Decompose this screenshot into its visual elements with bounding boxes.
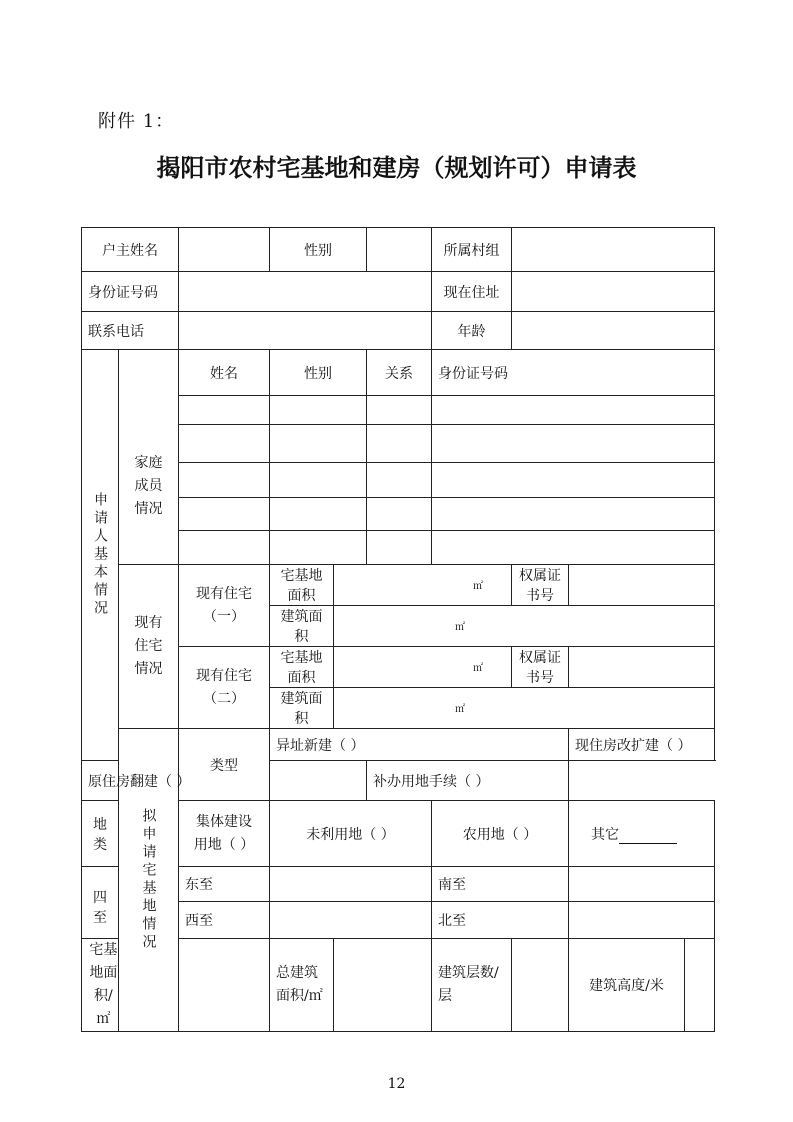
type-option-new-site[interactable]: 异址新建（ ）	[270, 729, 569, 761]
house1-cert-label: 权属证书号	[512, 565, 569, 606]
homestead-area-label	[82, 939, 119, 1032]
age-field[interactable]	[512, 312, 715, 350]
family-name-cell[interactable]	[179, 396, 270, 425]
owner-name-label: 户主姓名	[82, 228, 179, 272]
boundary-south-field[interactable]	[569, 867, 715, 902]
type-option-renovate[interactable]: 现住房改扩建（ ）	[569, 729, 715, 761]
homestead-area-field[interactable]	[179, 939, 270, 1032]
family-id-cell[interactable]	[432, 531, 715, 565]
house2-land-area-field[interactable]	[334, 647, 512, 688]
current-address-field[interactable]	[512, 272, 715, 312]
total-area-text: 总建筑面积/㎡	[276, 965, 323, 1004]
housing-label-text: 现有住宅情况	[134, 615, 163, 677]
sqm-unit: ㎡	[473, 581, 483, 592]
id-number-label: 身份证号码	[82, 272, 179, 312]
age-label: 年龄	[432, 312, 512, 350]
house1-land-area-label: 宅基地面积	[270, 565, 334, 606]
family-col-gender: 性别	[270, 350, 367, 396]
table-row	[82, 761, 715, 801]
sqm-unit: ㎡	[455, 622, 465, 633]
house1-cert-field[interactable]	[569, 565, 715, 606]
family-gender-cell[interactable]	[270, 498, 367, 531]
table-row	[82, 350, 715, 396]
family-id-cell[interactable]	[432, 425, 715, 463]
land-type-option-other[interactable]	[569, 801, 715, 867]
family-label-text: 家庭成员情况	[134, 454, 163, 517]
village-label: 所属村组	[432, 228, 512, 272]
proposed-section-text: 拟申请宅基地情况	[140, 808, 157, 952]
boundary-north-field[interactable]	[569, 902, 715, 939]
family-relation-cell[interactable]	[367, 498, 432, 531]
sqm-unit: ㎡	[455, 704, 465, 715]
sqm-unit: ㎡	[473, 663, 483, 674]
family-gender-cell[interactable]	[270, 531, 367, 565]
family-relation-cell[interactable]	[367, 396, 432, 425]
family-name-cell[interactable]	[179, 531, 270, 565]
house1-label	[179, 565, 270, 647]
land-type-other-text: 其它	[591, 826, 619, 843]
table-row	[82, 228, 715, 272]
family-relation-cell[interactable]	[367, 425, 432, 463]
gender-label: 性别	[270, 228, 367, 272]
boundary-north-label: 北至	[432, 902, 569, 939]
land-type-label: 地类	[82, 801, 119, 867]
land-type-construction-text: 集体建设用地（ ）	[193, 813, 255, 853]
boundary-east-label: 东至	[179, 867, 270, 902]
family-name-cell[interactable]	[179, 498, 270, 531]
owner-name-field[interactable]	[179, 228, 270, 272]
height-label: 建筑高度/米	[569, 939, 685, 1032]
boundary-south-label: 南至	[432, 867, 569, 902]
type-option-supplement[interactable]: 补办用地手续（ ）	[367, 761, 569, 801]
phone-label: 联系电话	[82, 312, 179, 350]
house2-cert-label: 权属证书号	[512, 647, 569, 688]
application-form-table	[81, 227, 715, 1032]
family-relation-cell[interactable]	[367, 531, 432, 565]
village-field[interactable]	[512, 228, 715, 272]
type-label: 类型	[179, 729, 270, 801]
form-title: 揭阳市农村宅基地和建房（规划许可）申请表	[156, 154, 637, 182]
page-number: 12	[387, 1076, 406, 1092]
house2-label	[179, 647, 270, 729]
family-gender-cell[interactable]	[270, 463, 367, 498]
land-type-option-construction[interactable]	[179, 801, 270, 867]
applicant-section-text: 申请人基本情况	[92, 492, 108, 618]
other-blank-line[interactable]	[619, 829, 677, 844]
floors-label	[432, 939, 512, 1032]
boundary-east-field[interactable]	[270, 867, 432, 902]
family-name-cell[interactable]	[179, 463, 270, 498]
homestead-area-text: 宅基地面积/㎡	[89, 942, 118, 1027]
current-address-label: 现在住址	[432, 272, 512, 312]
house1-building-area-field[interactable]	[334, 606, 715, 647]
family-label	[119, 350, 179, 565]
table-row	[82, 312, 715, 350]
land-type-option-unused[interactable]: 未利用地（ ）	[270, 801, 432, 867]
family-id-cell[interactable]	[432, 396, 715, 425]
applicant-section-label	[82, 350, 119, 761]
family-gender-cell[interactable]	[270, 425, 367, 463]
type-option-rebuild[interactable]: 原住房翻建（ ）	[82, 761, 367, 801]
house1-land-area-field[interactable]	[334, 565, 512, 606]
family-col-name: 姓名	[179, 350, 270, 396]
table-row	[82, 272, 715, 312]
floors-field[interactable]	[512, 939, 569, 1032]
id-number-field[interactable]	[179, 272, 432, 312]
house2-land-area-label: 宅基地面积	[270, 647, 334, 688]
land-type-option-farm[interactable]: 农用地（ ）	[432, 801, 569, 867]
family-id-cell[interactable]	[432, 463, 715, 498]
family-gender-cell[interactable]	[270, 396, 367, 425]
family-name-cell[interactable]	[179, 425, 270, 463]
family-id-cell[interactable]	[432, 498, 715, 531]
house2-cert-field[interactable]	[569, 647, 715, 688]
total-area-field[interactable]	[334, 939, 432, 1032]
family-relation-cell[interactable]	[367, 463, 432, 498]
house1-building-area-label: 建筑面积	[270, 606, 334, 647]
gender-field[interactable]	[367, 228, 432, 272]
housing-label	[119, 565, 179, 729]
boundary-west-label: 西至	[179, 902, 270, 939]
attachment-label: 附件 1：	[98, 111, 175, 132]
house1-label-text: 现有住宅（一）	[195, 585, 252, 625]
family-col-relation: 关系	[367, 350, 432, 396]
boundaries-label: 四至	[82, 867, 119, 939]
height-field[interactable]	[685, 939, 715, 1032]
table-row	[82, 565, 715, 606]
phone-field[interactable]	[179, 312, 432, 350]
boundary-west-field[interactable]	[270, 902, 432, 939]
table-row	[82, 729, 715, 761]
house2-label-text: 现有住宅（二）	[195, 667, 252, 707]
house2-building-area-field[interactable]	[334, 688, 715, 729]
floors-text: 建筑层数/层	[438, 965, 499, 1004]
total-area-label	[270, 939, 334, 1032]
house2-building-area-label: 建筑面积	[270, 688, 334, 729]
family-col-id: 身份证号码	[432, 350, 715, 396]
